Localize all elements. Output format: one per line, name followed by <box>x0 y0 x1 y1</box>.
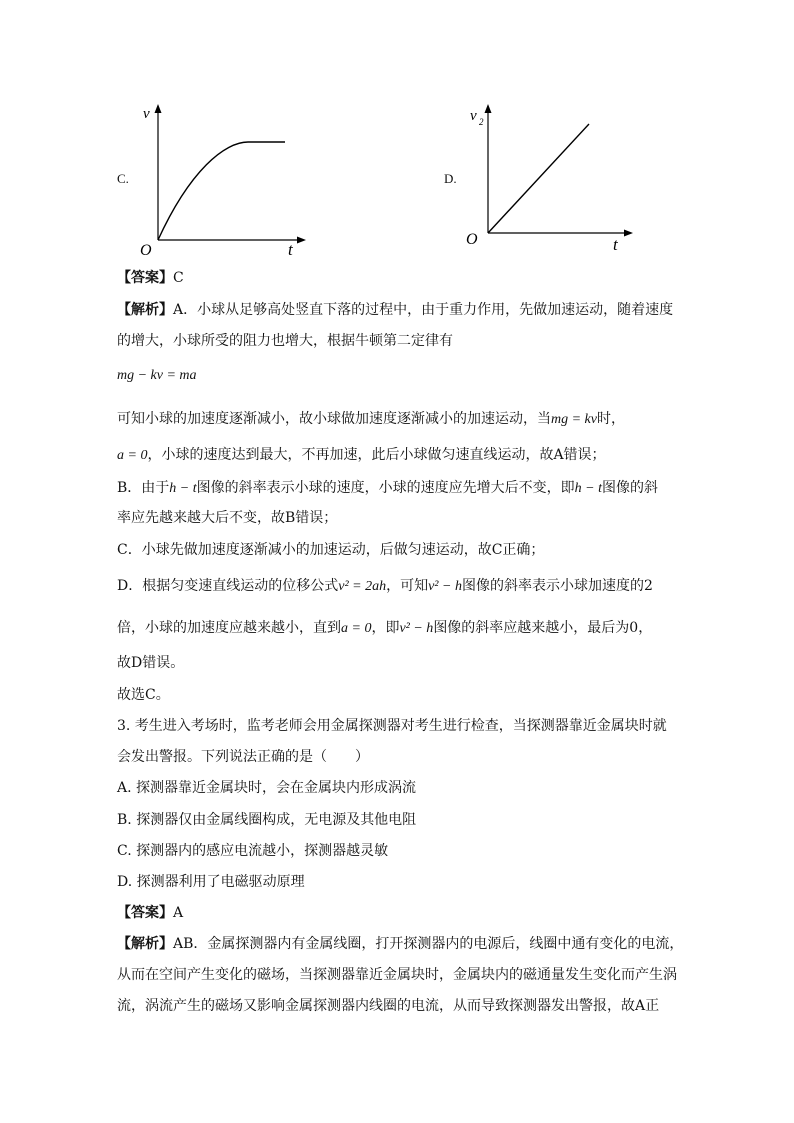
graph-d-origin: O <box>466 231 478 248</box>
graph-d-y-sub: 2 <box>479 117 484 127</box>
question-3-option-d: D. 探测器利用了电磁驱动原理 <box>117 874 305 890</box>
analysis-3-line-2: 从而在空间产生变化的磁场，当探测器靠近金属块时，金属块内的磁通量发生变化而产生涡 <box>117 967 677 983</box>
analysis-3-line-3: 流，涡流产生的磁场又影响金属探测器内线圈的电流，从而导致探测器发出警报，故A正 <box>117 998 660 1014</box>
option-c-label: C. <box>117 171 129 186</box>
graph-d-x-label: t <box>613 235 618 254</box>
analysis-1-line-10: 故D错误。 <box>117 655 185 671</box>
option-d-label: D. <box>444 171 457 186</box>
analysis-1-line-5: B．由于h − t图像的斜率表示小球的速度，小球的速度应先增大后不变，即h − t图像的斜 <box>117 480 658 496</box>
analysis-1-conclusion: 故选C。 <box>117 687 170 703</box>
question-3-stem-2: 会发出警报。下列说法正确的是（ ） <box>117 749 369 765</box>
answer-1 <box>117 268 184 288</box>
question-3-option-b: B. 探测器仅由金属线圈构成，无电源及其他电阻 <box>117 812 417 828</box>
analysis-tag: 【解析】 <box>117 936 173 952</box>
analysis-1-line-9: 倍，小球的加速度应越来越小，直到a = 0，即v² − h图像的斜率应越来越小，最后为0， <box>117 620 653 636</box>
question-3-option-c: C. 探测器内的感应电流越小，探测器越灵敏 <box>117 843 389 859</box>
equation-newton: mg − kv = ma <box>117 368 197 383</box>
question-3-stem-1: 3. 考生进入考场时，监考老师会用金属探测器对考生进行检查，当探测器靠近金属块时就 <box>117 718 667 734</box>
answer-tag: 【答案】 <box>117 270 173 286</box>
analysis-3-line-1: 【解析】AB．金属探测器内有金属线圈，打开探测器内的电源后，线圈中通有变化的电流， <box>117 936 684 952</box>
answer-value: A <box>173 905 184 921</box>
analysis-1-line-1: 【解析】A．小球从足够高处竖直下落的过程中，由于重力作用，先做加速运动，随着速度 <box>117 302 674 318</box>
answer-value: C <box>173 270 184 286</box>
analysis-tag: 【解析】 <box>117 302 173 318</box>
analysis-1-line-8: D．根据匀变速直线运动的位移公式v² = 2ah，可知v² − h图像的斜率表示小球加速度的2 <box>117 578 653 594</box>
graph-d-y-label: v <box>470 108 477 124</box>
answer-3 <box>117 903 183 923</box>
graph-c-origin: O <box>140 242 152 259</box>
analysis-1-line-2: 的增大，小球所受的阻力也增大，根据牛顿第二定律有 <box>117 333 453 349</box>
analysis-1-line-3: 可知小球的加速度逐渐减小，故小球做加速度逐渐减小的加速运动，当mg = kv时， <box>117 411 625 427</box>
answer-tag: 【答案】 <box>117 905 173 921</box>
analysis-1-line-7: C．小球先做加速度逐渐减小的加速运动，后做匀速运动，故C正确； <box>117 542 545 558</box>
graph-d-v2-h <box>462 100 637 260</box>
graph-c-y-label: v <box>143 106 150 122</box>
analysis-1-line-6: 率应先越来越大后不变，故B错误； <box>117 510 338 526</box>
graph-c-velocity-time <box>135 100 310 260</box>
question-3-option-a: A. 探测器靠近金属块时，会在金属块内形成涡流 <box>117 780 417 796</box>
analysis-1-line-4: a = 0，小球的速度达到最大，不再加速，此后小球做匀速直线运动，故A错误； <box>117 447 606 463</box>
graph-c-x-label: t <box>288 240 293 259</box>
